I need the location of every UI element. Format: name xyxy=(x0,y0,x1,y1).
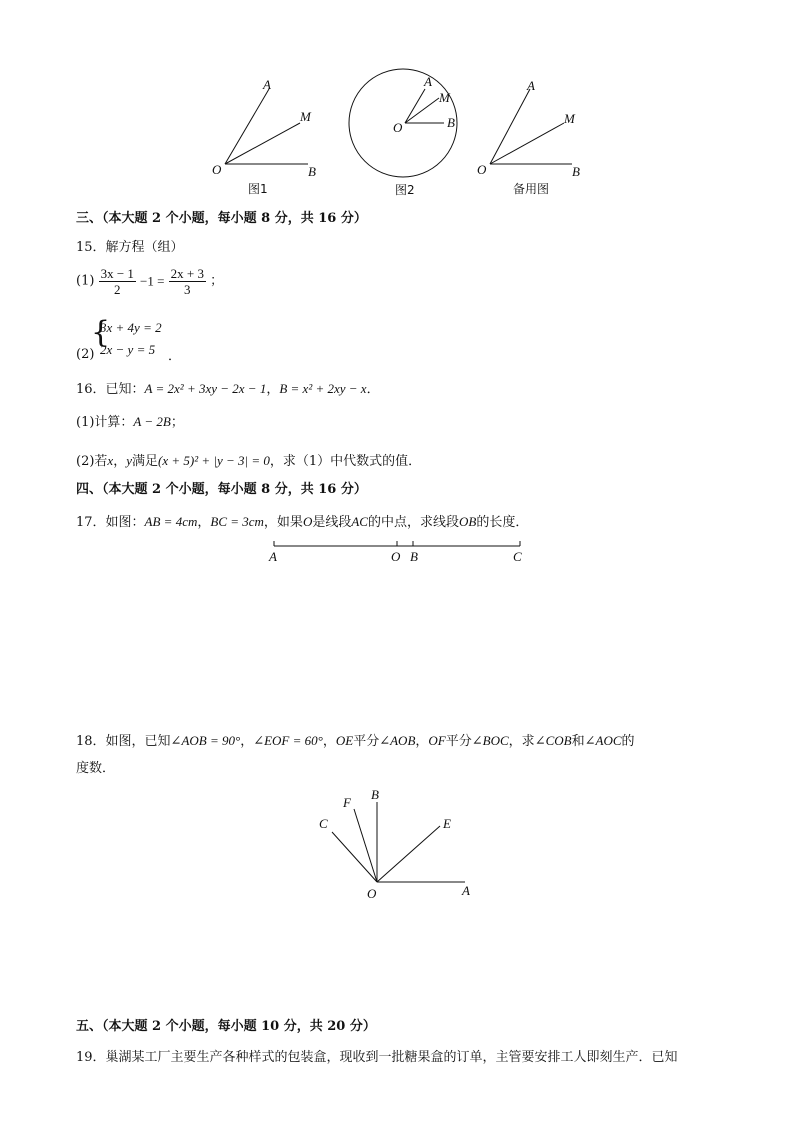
q18-of: OF xyxy=(428,733,446,748)
q17-point-o: O xyxy=(391,549,401,564)
fig3-label-a: A xyxy=(527,78,535,93)
q15-fraction-left xyxy=(99,266,136,297)
q16-part2-c: 满足 xyxy=(132,454,159,469)
q16-part2 xyxy=(76,452,421,471)
q17-ob: OB xyxy=(458,514,477,529)
q17-ab: AB = 4cm xyxy=(144,514,198,529)
q15-den-right: 3 xyxy=(184,282,191,297)
q15-title: 15．解方程（组） xyxy=(76,240,184,255)
q18-c5: 平分 xyxy=(445,734,472,749)
q18-label: 18．如图，已知 xyxy=(76,734,171,749)
q17-segment-figure xyxy=(260,536,540,568)
figure-2 xyxy=(345,65,465,205)
q17-o: O xyxy=(302,514,313,529)
q16-part1-expr: A − 2B xyxy=(133,414,171,429)
fig3-label-o: O xyxy=(477,162,487,177)
q17-c2: ，如果 xyxy=(263,515,303,530)
q15-mid: −1 = xyxy=(140,273,165,289)
q18-point-a: A xyxy=(462,883,470,898)
q17-c5: 的长度． xyxy=(476,515,529,530)
fig2-label-b: B xyxy=(447,115,455,130)
fig3-label-m: M xyxy=(564,111,575,126)
figure-3 xyxy=(472,75,597,200)
q16-part2-d: ，求（1）中代数式的值． xyxy=(269,454,422,469)
q15-system-brace: { xyxy=(91,315,111,350)
q19-text: 19．巢湖某工厂主要生产各种样式的包装盒，现收到一批糖果盒的订单，主管要安排工人即刻生产．已知 xyxy=(76,1050,678,1065)
q16-part1 xyxy=(76,413,184,432)
q16-part2-y: y xyxy=(126,453,132,468)
q18-point-f: F xyxy=(343,795,351,810)
q18-angle-figure xyxy=(310,785,490,905)
q16-part1-end: ； xyxy=(170,415,184,430)
q16-part2-expr: (x + 5)² + |y − 3| = 0 xyxy=(158,453,270,468)
q17-label: 17．如图： xyxy=(76,515,145,530)
q15-part2-end: ． xyxy=(168,349,182,364)
q18-c2: ， xyxy=(322,734,336,749)
q17-point-b: B xyxy=(410,549,418,564)
fig1-label-a: A xyxy=(263,77,271,92)
q17-c3: 是线段 xyxy=(312,515,352,530)
q18-cob: ∠COB xyxy=(534,733,572,748)
q18-text-line2: 度数． xyxy=(76,761,116,776)
q18-aoc: ∠AOC xyxy=(584,733,622,748)
section-3-heading: 三、（本大题 2 个小题，每小题 8 分，共 16 分） xyxy=(76,211,367,226)
q16-part2-b: ， xyxy=(113,454,127,469)
q18-c6: ，求 xyxy=(508,734,535,749)
q15-eq1: 3x + 4y = 2 xyxy=(100,320,162,335)
fig3-label-b: B xyxy=(572,164,580,179)
fig1-label-o: O xyxy=(212,162,222,177)
q15-part2-label: (2) xyxy=(76,347,95,362)
fig1-label-b: B xyxy=(308,164,316,179)
q18-boc: ∠BOC xyxy=(471,733,509,748)
q18-c4: ， xyxy=(415,734,429,749)
q15-part1-end: ； xyxy=(210,273,224,289)
fig3-caption: 备用图 xyxy=(513,182,550,196)
q17-c4: 的中点，求线段 xyxy=(367,515,459,530)
q16-label: 16．已知： xyxy=(76,382,145,397)
q18-aob: ∠AOB = 90° xyxy=(170,733,241,748)
q18-c3: 平分 xyxy=(353,734,380,749)
q17-c1: ， xyxy=(197,515,211,530)
fig2-caption: 图2 xyxy=(395,183,415,197)
q15-part1 xyxy=(76,266,223,297)
q16-end: ． xyxy=(366,382,380,397)
q16-b-expr: B = x² + 2xy − x xyxy=(279,381,367,396)
q15-num-right: 2x + 3 xyxy=(170,266,204,281)
q16-a-expr: A = 2x² + 3xy − 2x − 1 xyxy=(144,381,267,396)
q18-text xyxy=(76,732,635,751)
q16-part1-label: (1)计算： xyxy=(76,415,134,430)
q16-part2-x: x xyxy=(107,453,114,468)
q17-point-a: A xyxy=(269,549,277,564)
q18-oe: OE xyxy=(335,733,354,748)
q18-c1: ， xyxy=(240,734,254,749)
q15-num-left: 3x − 1 xyxy=(100,266,134,281)
q15-part1-label: (1) xyxy=(76,273,95,289)
q18-aob2: ∠AOB xyxy=(379,733,416,748)
fig1-caption: 图1 xyxy=(248,182,268,196)
figure-1 xyxy=(205,75,330,200)
q18-c7: 和 xyxy=(571,734,585,749)
section-5-heading: 五、（本大题 2 个小题，每小题 10 分，共 20 分） xyxy=(76,1019,376,1034)
q18-eof: ∠EOF = 60° xyxy=(253,733,323,748)
q17-ac: AC xyxy=(351,514,368,529)
fig2-label-m: M xyxy=(439,90,450,105)
q15-fraction-right xyxy=(169,266,206,297)
q17-point-c: C xyxy=(513,549,522,564)
fig1-label-m: M xyxy=(300,109,311,124)
q16-part2-a: (2)若 xyxy=(76,454,108,469)
q18-point-o: O xyxy=(367,886,377,901)
q18-point-e: E xyxy=(443,816,451,831)
q16-line1 xyxy=(76,380,380,399)
section-4-heading: 四、（本大题 2 个小题，每小题 8 分，共 16 分） xyxy=(76,482,367,497)
q18-point-b: B xyxy=(371,787,379,802)
q16-sep: ， xyxy=(266,382,280,397)
q15-eq2: 2x − y = 5 xyxy=(100,342,156,357)
fig2-label-o: O xyxy=(393,120,403,135)
q17-text xyxy=(76,513,528,532)
q17-bc: BC = 3cm xyxy=(210,514,264,529)
q18-c8: 的 xyxy=(621,734,635,749)
q15-den-left: 2 xyxy=(113,282,121,297)
fig2-label-a: A xyxy=(424,74,432,89)
q18-point-c: C xyxy=(319,816,328,831)
